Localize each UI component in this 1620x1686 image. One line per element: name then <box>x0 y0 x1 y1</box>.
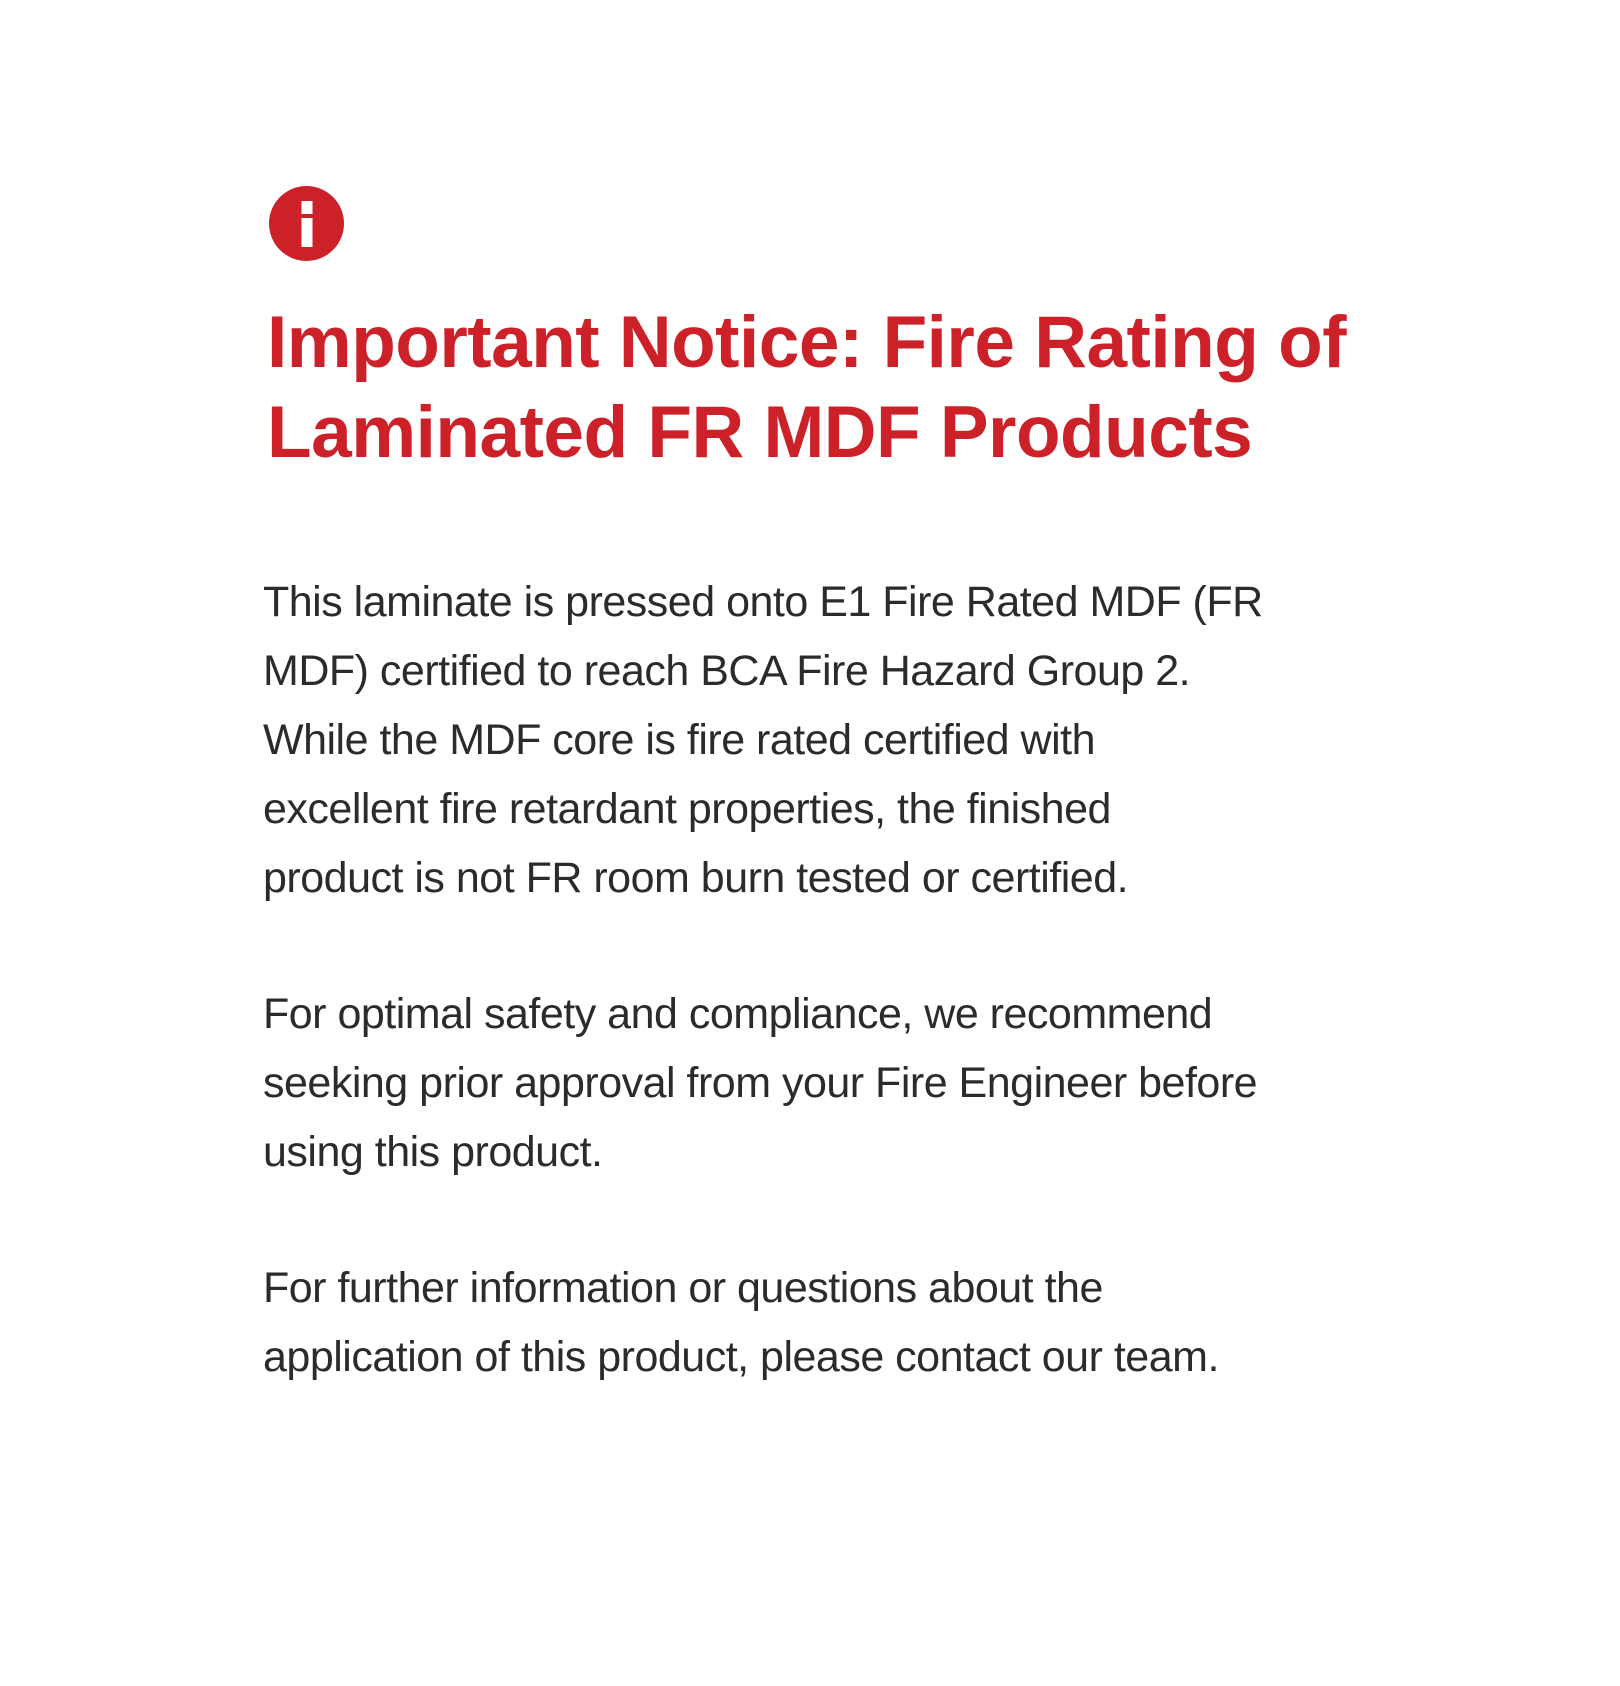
paragraph-line: This laminate is pressed onto E1 Fire Rated MDF (FR <box>263 578 1263 626</box>
notice-body <box>263 568 1373 1392</box>
paragraph-line: using this product. <box>263 1128 603 1176</box>
notice-content <box>263 186 1373 1392</box>
paragraph-line: MDF) certified to reach BCA Fire Hazard Group 2. <box>263 647 1191 695</box>
notice-paragraph-3 <box>263 1254 1373 1392</box>
paragraph-line: While the MDF core is fire rated certified with <box>263 716 1095 764</box>
notice-title-line-1: Important Notice: Fire Rating of <box>267 302 1346 383</box>
paragraph-line: For optimal safety and compliance, we recommend <box>263 990 1213 1038</box>
notice-title-line-2: Laminated FR MDF Products <box>267 392 1253 473</box>
info-icon <box>269 186 344 261</box>
paragraph-line: product is not FR room burn tested or certified. <box>263 854 1129 902</box>
notice-paragraph-2 <box>263 980 1373 1187</box>
paragraph-line: seeking prior approval from your Fire Engineer before <box>263 1059 1258 1107</box>
paragraph-line: For further information or questions about the <box>263 1264 1103 1312</box>
paragraph-line: application of this product, please contact our team. <box>263 1333 1219 1381</box>
notice-title <box>267 298 1373 478</box>
notice-paragraph-1 <box>263 568 1373 913</box>
info-icon-stem <box>301 218 312 247</box>
paragraph-line: excellent fire retardant properties, the finished <box>263 785 1111 833</box>
info-icon-dot <box>301 201 312 214</box>
